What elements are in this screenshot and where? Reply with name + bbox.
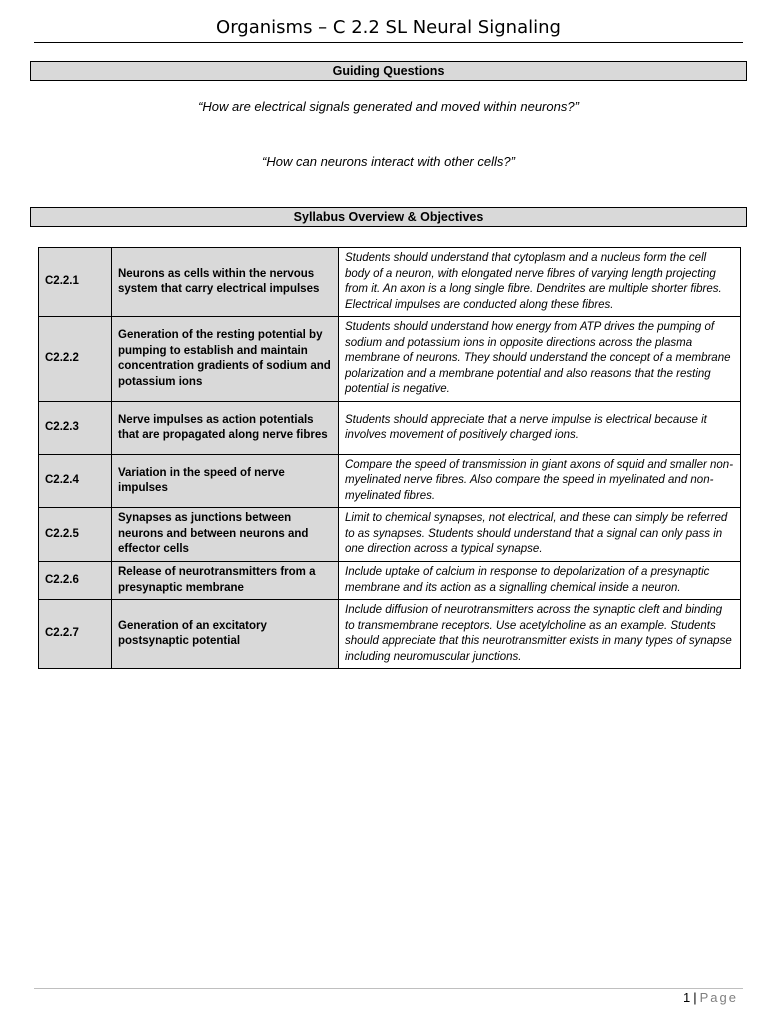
objective-code: C2.2.3 [39,402,112,455]
objective-topic: Release of neurotransmitters from a presynaptic membrane [112,562,339,600]
objective-topic: Synapses as junctions between neurons and between neurons and effector cells [112,508,339,562]
page-label: Page [699,990,738,1005]
objective-code: C2.2.5 [39,508,112,562]
guiding-question-2: “How can neurons interact with other cells?” [262,154,515,169]
table-row [39,600,741,669]
table-row [39,455,741,508]
objective-detail: Compare the speed of transmission in giant axons of squid and smaller non-myelinated nerve fibres. Also compare the speed in myelinated and non-myelinated fibres. [339,455,741,508]
page-title: Organisms – C 2.2 SL Neural Signaling [216,17,561,38]
table-row [39,317,741,402]
objective-detail: Include diffusion of neurotransmitters across the synaptic cleft and binding to transmembrane receptors. Use acetylcholine as an example. Students should appreciate that this neurotransmitter exists in many types of synapse including neuromuscular junctions. [339,600,741,669]
objective-code: C2.2.6 [39,562,112,600]
guiding-question-1: “How are electrical signals generated and moved within neurons?” [198,99,579,114]
footer-separator: | [693,990,697,1005]
objective-code: C2.2.4 [39,455,112,508]
objective-topic: Generation of an excitatory postsynaptic potential [112,600,339,669]
table-row [39,508,741,562]
objective-detail: Students should appreciate that a nerve impulse is electrical because it involves movement of positively charged ions. [339,402,741,455]
objective-detail: Students should understand how energy from ATP drives the pumping of sodium and potassium ions in opposite directions across the plasma membrane of neurons. They should understand the concept of a membrane polarization and a membrane potential and also reasons that the resting potential is negative. [339,317,741,402]
table-row [39,248,741,317]
objective-detail: Include uptake of calcium in response to depolarization of a presynaptic membrane and its action as a signalling chemical inside a neuron. [339,562,741,600]
objective-detail: Students should understand that cytoplasm and a nucleus form the cell body of a neuron, with elongated nerve fibres of varying length projecting from it. An axon is a long single fibre. Dendrites are multiple shorter fibres. Electrical impulses are conducted along these fibres. [339,248,741,317]
table-row [39,402,741,455]
syllabus-table [38,247,741,669]
objective-topic: Variation in the speed of nerve impulses [112,455,339,508]
page-footer [683,990,738,1005]
page-number: 1 [683,990,691,1005]
objective-code: C2.2.7 [39,600,112,669]
objective-topic: Generation of the resting potential by pumping to establish and maintain concentration gradients of sodium and potassium ions [112,317,339,402]
objective-code: C2.2.2 [39,317,112,402]
footer-divider [34,988,743,989]
syllabus-heading: Syllabus Overview & Objectives [30,207,747,227]
objective-code: C2.2.1 [39,248,112,317]
title-divider [34,42,743,43]
objective-detail: Limit to chemical synapses, not electrical, and these can simply be referred to as synapses. Students should understand that a signal can only pass in one direction across a typical synapse. [339,508,741,562]
objective-topic: Neurons as cells within the nervous system that carry electrical impulses [112,248,339,317]
guiding-questions-heading: Guiding Questions [30,61,747,81]
objective-topic: Nerve impulses as action potentials that are propagated along nerve fibres [112,402,339,455]
table-row [39,562,741,600]
